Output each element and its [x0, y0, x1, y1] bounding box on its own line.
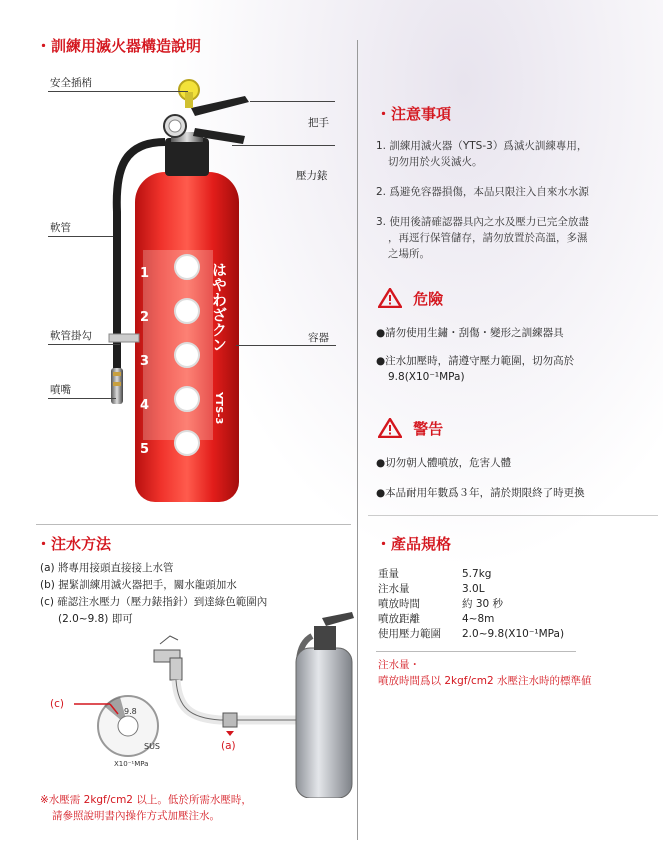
spec-row-discharge-time — [378, 597, 648, 612]
caution-1-line-2: 切勿用於火災滅火。 — [388, 156, 483, 168]
caution-item-2 — [376, 184, 646, 200]
warning-title: 警告 — [413, 420, 444, 438]
step-3: 3 — [140, 354, 150, 369]
filling-step-c: (c) 確認注水壓力（壓力錶指針）到達綠色範圍內 — [40, 596, 268, 608]
spec-row-discharge-distance — [378, 612, 648, 627]
caution-2-line-1: 2. 爲避免容器損傷，本品只限注入自來水水源 — [376, 186, 589, 198]
connector-label-a: (a) — [221, 740, 236, 752]
step-4: 4 — [140, 398, 150, 413]
cautions-title: ・注意事項 — [376, 105, 452, 123]
gauge-label-c: (c) — [50, 698, 64, 710]
specs-footnote — [378, 657, 592, 689]
caution-1-line-1: 1. 訓練用滅火器（YTS-3）爲滅火訓練專用， — [376, 140, 588, 152]
filling-title: ・注水方法 — [36, 535, 112, 553]
leader-hose-clip — [48, 344, 120, 345]
valve-neck — [165, 138, 209, 176]
spec-value: 2.0~9.8(X10⁻¹MPa) — [462, 628, 565, 640]
spec-row-pressure-range — [378, 627, 648, 642]
hose-clip-shape — [109, 334, 139, 342]
spec-value: 3.0L — [462, 583, 485, 595]
label-nozzle: 噴嘴 — [50, 384, 71, 396]
connector-shape — [223, 713, 237, 727]
label-container: 容器 — [308, 332, 329, 344]
pictogram-4-icon — [174, 386, 200, 412]
spec-value: 4~8m — [462, 613, 495, 625]
spec-key: 重量 — [378, 568, 399, 580]
warning-list — [376, 455, 656, 501]
label-hose-clip: 軟管掛勾 — [50, 330, 92, 342]
handle-shape — [191, 96, 249, 116]
gauge-text-sus: SUS — [144, 742, 161, 751]
leader-container — [236, 345, 336, 346]
spec-key: 噴放距離 — [378, 613, 420, 625]
label-pressure-gauge: 壓力錶 — [296, 170, 328, 182]
filling-step-b: (b) 握緊訓練用滅火器把手，關水龍頭加水 — [40, 579, 237, 591]
step-5: 5 — [140, 442, 150, 457]
warning-header — [378, 418, 443, 439]
danger-title: 危險 — [413, 290, 444, 308]
right-section-divider — [368, 515, 658, 516]
pictogram-5-icon — [174, 430, 200, 456]
cautions-list — [376, 138, 646, 262]
filling-illustration — [60, 608, 355, 798]
spec-value: 約 30 秒 — [462, 598, 504, 610]
filling-note-line-2: 請參照說明書內操作方式加壓注水。 — [52, 810, 220, 822]
specs-footnote-title: 注水量・ — [378, 659, 420, 671]
spec-key: 注水量 — [378, 583, 410, 595]
spec-value: 5.7kg — [462, 568, 492, 580]
gauge-text-unit: X10⁻¹MPa — [114, 760, 149, 768]
pictogram-3-icon — [174, 342, 200, 368]
gray-extinguisher-shape — [296, 648, 352, 798]
product-name: はやわざクン — [210, 262, 228, 352]
caution-3-line-3: 之場所。 — [388, 248, 430, 260]
danger-list — [376, 325, 656, 385]
spec-row-weight — [378, 567, 648, 582]
danger-warning-icon — [378, 288, 402, 308]
filling-step-a: (a) 將專用接頭直接接上水管 — [40, 562, 174, 574]
structure-title: ・訓練用滅火器構造說明 — [36, 37, 202, 55]
connector-arrow-icon — [226, 731, 234, 736]
caution-item-3 — [376, 214, 646, 262]
column-divider — [357, 40, 358, 840]
spec-key: 噴放時間 — [378, 598, 420, 610]
spec-row-fill-volume — [378, 582, 648, 597]
leader-hose — [48, 236, 113, 237]
specs-footnote-text: 噴放時間爲以 2kgf/cm2 水壓注水時的標準値 — [378, 675, 592, 687]
leader-handle — [250, 101, 335, 102]
caution-item-1 — [376, 138, 646, 170]
danger-item-1: ●請勿使用生鏽・刮傷・變形之訓練器具 — [376, 327, 564, 339]
warning-item-2: ●本品耐用年數爲３年，請於期限終了時更換 — [376, 487, 585, 499]
filling-step-c-range: (2.0~9.8) 即可 — [58, 613, 133, 625]
left-section-divider — [36, 524, 351, 525]
danger-item-2-line-2: 9.8(X10⁻¹MPa) — [388, 371, 465, 383]
pictogram-column — [174, 254, 202, 456]
caution-3-line-1: 3. 使用後請確認器具內之水及壓力已完全放盡 — [376, 216, 589, 228]
filling-note — [40, 792, 252, 824]
danger-item-2-line-1: ●注水加壓時，請遵守壓力範圍，切勿高於 — [376, 355, 575, 367]
pictogram-2-icon — [174, 298, 200, 324]
model-code: YTS-3 — [213, 392, 224, 425]
step-1: 1 — [140, 266, 150, 281]
caution-3-line-2: ，再逕行保管儲存，請勿放置於高溫，多濕 — [388, 232, 588, 244]
leader-pressure-gauge — [232, 145, 335, 146]
spec-key: 使用壓力範圍 — [378, 628, 441, 640]
filling-note-line-1: ※水壓需 2kgf/cm2 以上。低於所需水壓時， — [40, 794, 252, 806]
warning-triangle-icon — [378, 418, 402, 438]
specs-table — [378, 567, 648, 642]
specs-title: ・產品規格 — [376, 535, 452, 553]
leader-safety-pin — [48, 91, 188, 92]
warning-item-1: ●切勿朝人體噴放，危害人體 — [376, 457, 512, 469]
label-safety-pin: 安全插梢 — [50, 77, 92, 89]
gauge-text-98: 9.8 — [124, 707, 137, 716]
step-2: 2 — [140, 310, 150, 325]
leader-nozzle — [48, 398, 116, 399]
label-hose: 軟管 — [50, 222, 71, 234]
specs-divider — [376, 651, 576, 652]
danger-header — [378, 288, 443, 309]
pictogram-1-icon — [174, 254, 200, 280]
label-handle: 把手 — [308, 117, 329, 129]
